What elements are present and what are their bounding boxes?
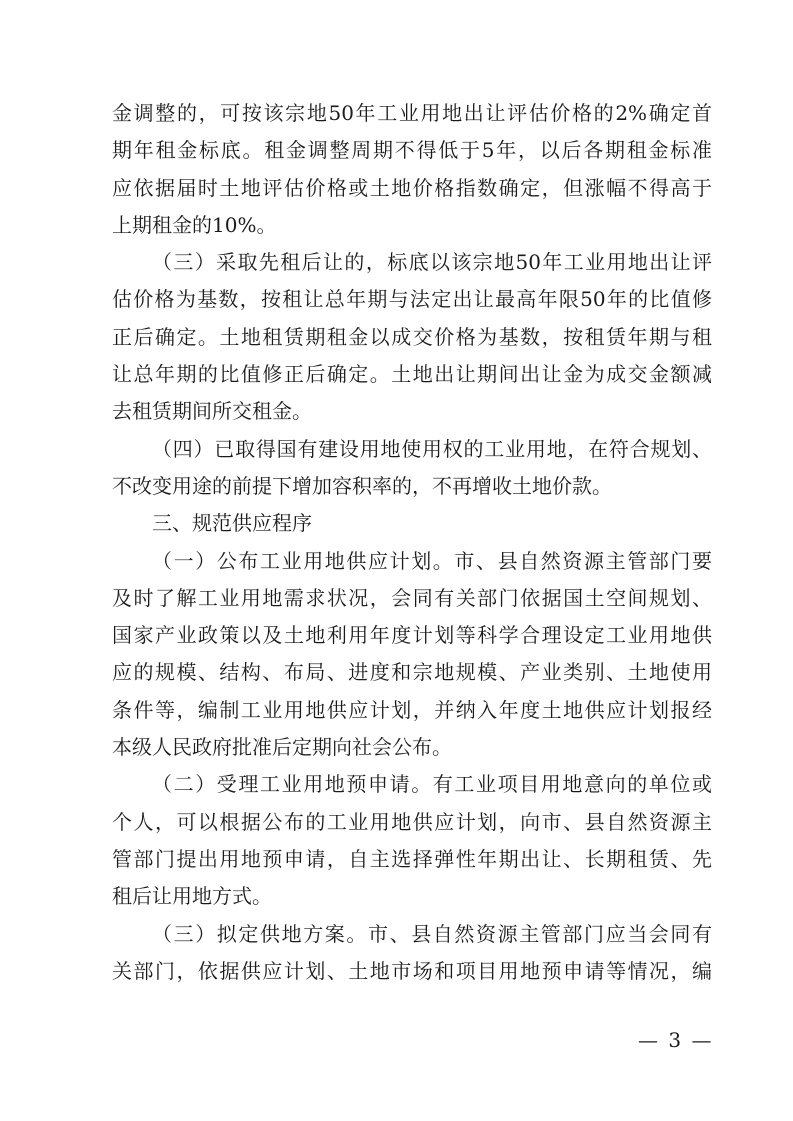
text-line: 让总年期的比值修正后确定。土地出让期间出让金为成交金额减 xyxy=(112,362,712,387)
paragraph-2 xyxy=(112,244,712,430)
text-line: 上期租金的10%。 xyxy=(112,212,277,237)
page-number: — 3 — xyxy=(638,1028,714,1052)
paragraph-1 xyxy=(112,95,712,244)
text-line: 关部门，依据供应计划、土地市场和项目用地预申请等情况，编 xyxy=(112,958,712,983)
heading-line: 三、规范供应程序 xyxy=(152,511,312,536)
text-line: （三）采取先租后让的，标底以该宗地50年工业用地出让评 xyxy=(152,250,712,275)
text-line: 应的规模、结构、布局、进度和宗地规模、产业类别、土地使用 xyxy=(112,660,712,685)
text-line: （四）已取得国有建设用地使用权的工业用地，在符合规划、 xyxy=(152,436,712,461)
text-line: 租后让用地方式。 xyxy=(112,884,272,909)
text-line: 国家产业政策以及土地利用年度计划等科学合理设定工业用地供 xyxy=(112,623,712,648)
text-line: 及时了解工业用地需求状况，会同有关部门依据国土空间规划、 xyxy=(112,585,712,610)
paragraph-5 xyxy=(112,766,712,915)
text-line: 正后确定。土地租赁期租金以成交价格为基数，按租赁年期与租 xyxy=(112,324,712,349)
text-line: （二）受理工业用地预申请。有工业项目用地意向的单位或 xyxy=(152,772,712,797)
paragraph-6 xyxy=(112,916,712,991)
text-line: 条件等，编制工业用地供应计划，并纳入年度土地供应计划报经 xyxy=(112,697,712,722)
text-line: 管部门提出用地预申请，自主选择弹性年期出让、长期租赁、先 xyxy=(112,846,712,871)
text-line: 本级人民政府批准后定期向社会公布。 xyxy=(112,735,452,760)
text-line: 应依据届时土地评估价格或土地价格指数确定，但涨幅不得高于 xyxy=(112,175,712,200)
text-line: 金调整的，可按该宗地50年工业用地出让评估价格的2%确定首 xyxy=(112,101,712,125)
document-body xyxy=(112,95,712,990)
paragraph-3 xyxy=(112,431,712,506)
section-heading xyxy=(112,505,712,542)
text-line: 去租赁期间所交租金。 xyxy=(112,399,312,424)
text-line: 期年租金标底。租金调整周期不得低于5年，以后各期租金标准 xyxy=(112,138,712,163)
text-line: 个人，可以根据公布的工业用地供应计划，向市、县自然资源主 xyxy=(112,809,712,834)
text-line: 估价格为基数，按租让总年期与法定出让最高年限50年的比值修 xyxy=(112,287,712,312)
text-line: 不改变用途的前提下增加容积率的，不再增收土地价款。 xyxy=(112,473,612,498)
paragraph-4 xyxy=(112,543,712,767)
text-line: （三）拟定供地方案。市、县自然资源主管部门应当会同有 xyxy=(152,921,712,946)
text-line: （一）公布工业用地供应计划。市、县自然资源主管部门要 xyxy=(152,548,712,573)
